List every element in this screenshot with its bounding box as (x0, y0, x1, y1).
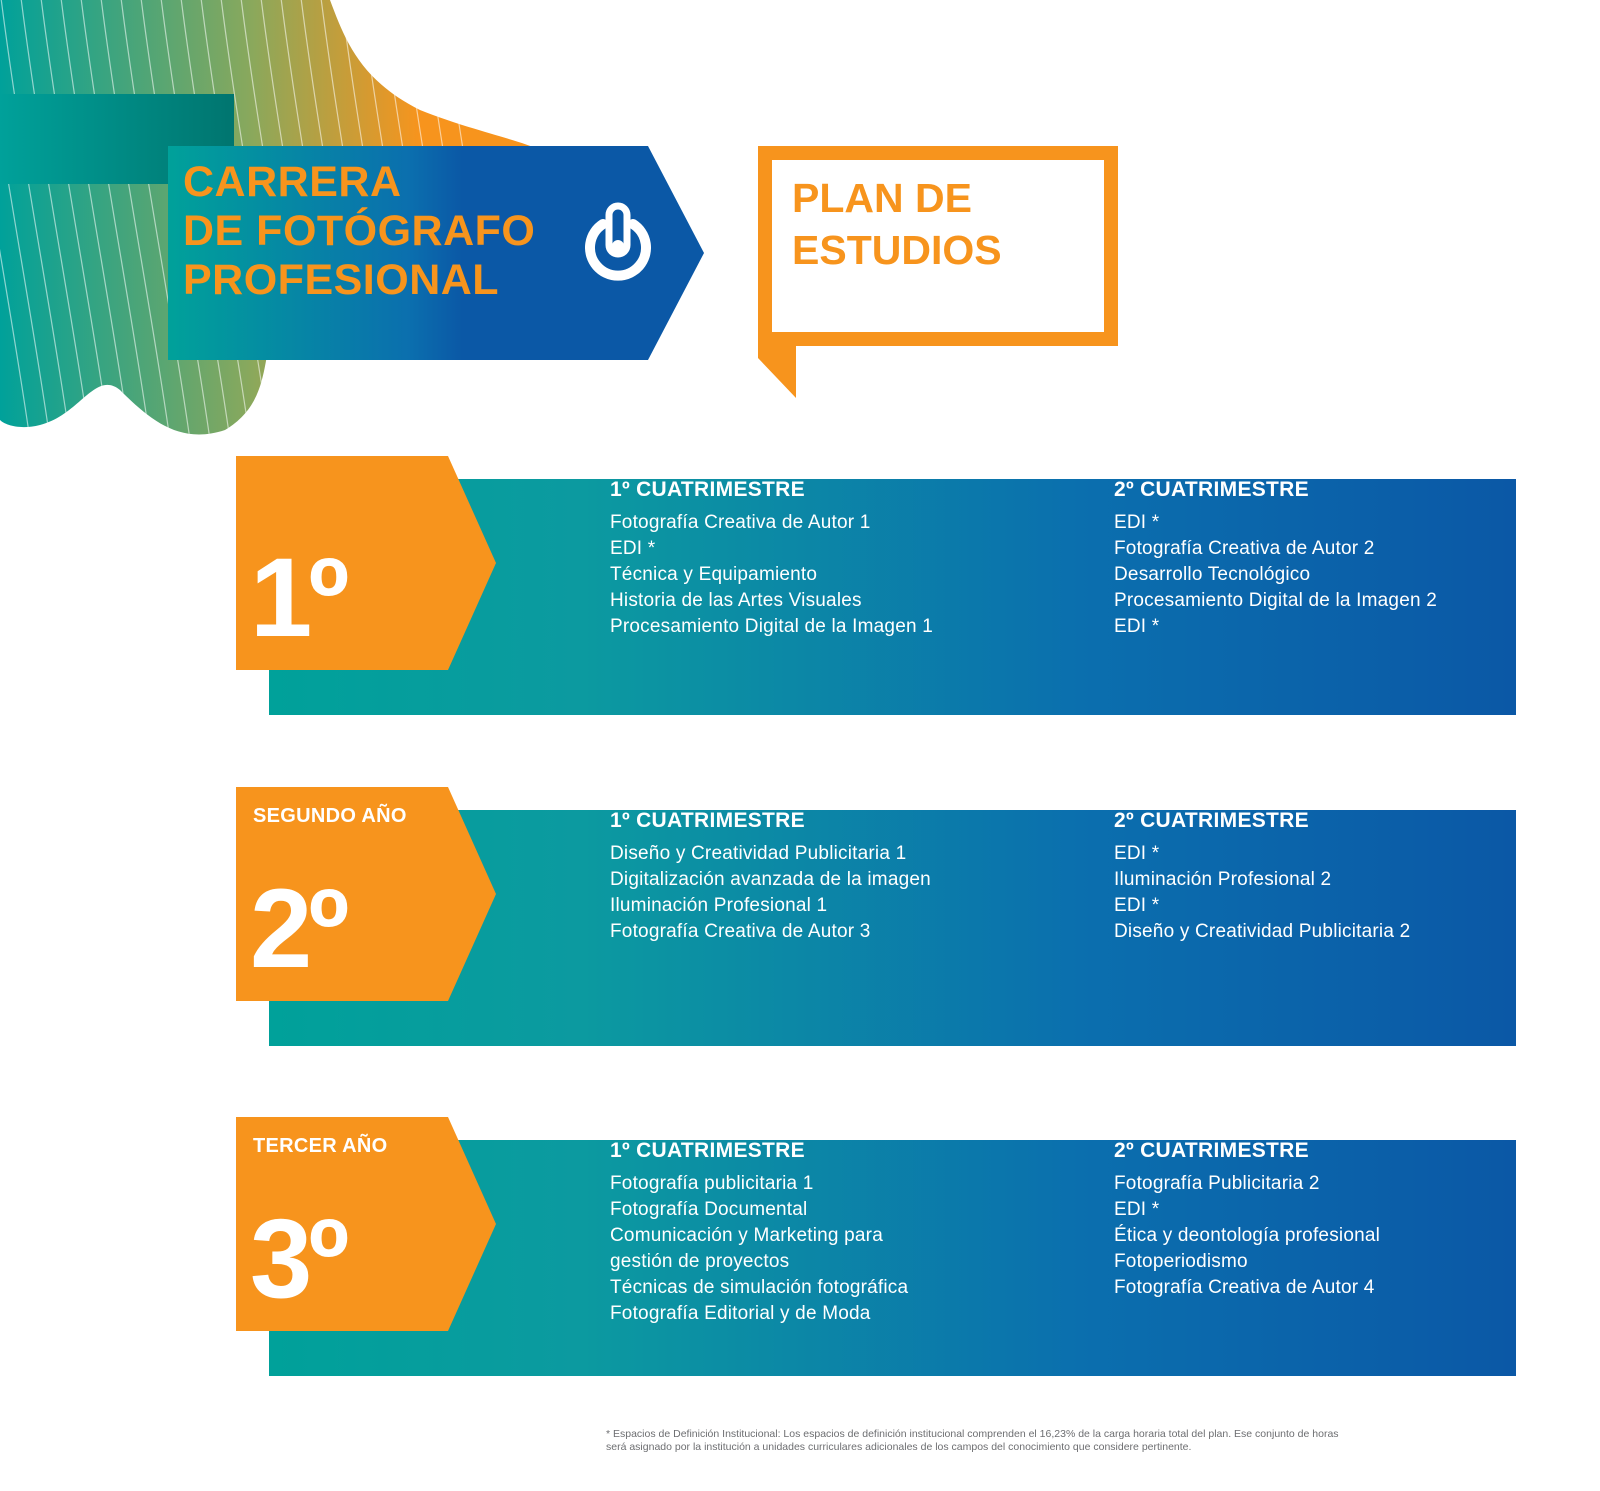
subject-item: Fotografía Documental (610, 1199, 808, 1220)
subject-item: Fotografía Editorial y de Moda (610, 1303, 871, 1324)
subject-item: Iluminación Profesional 1 (610, 895, 828, 916)
year-3-label: TERCER AÑO (253, 1135, 388, 1157)
plan-title-line-1: PLAN DE (792, 175, 972, 221)
subject-item: EDI * (1114, 512, 1160, 533)
footnote-line-1: * Espacios de Definición Institucional: Los espacios de definición institucional comprenden el 16,23% de la carga horaria total del plan. Ese conjunto de horas (606, 1428, 1339, 1440)
semester-title: 1º CUATRIMESTRE (610, 809, 805, 832)
year-2-label: SEGUNDO AÑO (253, 805, 407, 827)
year-1-semester-1 (610, 476, 1080, 640)
footnote-line-2: será asignado por la institución a unidades curriculares adicionales de los campos del conocimiento que considere pertinente. (606, 1441, 1192, 1453)
subject-item: EDI * (1114, 616, 1160, 637)
subject-list (610, 841, 1080, 945)
footnote (606, 1428, 1426, 1454)
career-title-line-2: DE FOTÓGRAFO (183, 207, 536, 255)
year-1-block (236, 456, 1516, 716)
year-1-semester-2 (1114, 476, 1514, 640)
year-1-number: 1º (250, 535, 346, 660)
subject-list (610, 510, 1080, 640)
subject-item: Fotografía Creativa de Autor 2 (1114, 538, 1375, 559)
subject-item: Digitalización avanzada de la imagen (610, 869, 931, 890)
subject-item: Comunicación y Marketing para (610, 1225, 883, 1246)
subject-item: Fotografía Creativa de Autor 4 (1114, 1277, 1375, 1298)
subject-list (1114, 841, 1514, 945)
semester-title: 2º CUATRIMESTRE (1114, 809, 1309, 832)
year-3-semester-1 (610, 1137, 1080, 1327)
year-3-number: 3º (250, 1196, 346, 1321)
subject-item: Diseño y Creatividad Publicitaria 1 (610, 843, 907, 864)
subject-item: Procesamiento Digital de la Imagen 2 (1114, 590, 1437, 611)
subject-item: Fotografía Publicitaria 2 (1114, 1173, 1320, 1194)
year-3-semester-2 (1114, 1137, 1514, 1301)
subject-item: Procesamiento Digital de la Imagen 1 (610, 616, 933, 637)
subject-item: Historia de las Artes Visuales (610, 590, 862, 611)
semester-title: 1º CUATRIMESTRE (610, 478, 805, 501)
subject-item: EDI * (610, 538, 656, 559)
subject-item: Diseño y Creatividad Publicitaria 2 (1114, 921, 1411, 942)
semester-title: 1º CUATRIMESTRE (610, 1139, 805, 1162)
subject-item: gestión de proyectos (610, 1251, 790, 1272)
subject-item: EDI * (1114, 843, 1160, 864)
semester-title: 2º CUATRIMESTRE (1114, 478, 1309, 501)
year-2-block (236, 787, 1516, 1047)
institution-logo-icon (585, 202, 651, 290)
year-2-semester-1 (610, 807, 1080, 945)
career-title-line-3: PROFESIONAL (183, 256, 500, 304)
year-2-number: 2º (250, 866, 346, 991)
subject-item: Técnicas de simulación fotográfica (610, 1277, 909, 1298)
subject-list (610, 1171, 1080, 1327)
subject-list (1114, 1171, 1514, 1301)
subject-item: Ética y deontología profesional (1114, 1225, 1381, 1246)
year-3-block (236, 1117, 1516, 1377)
subject-item: Fotografía Creativa de Autor 3 (610, 921, 871, 942)
career-title-line-1: CARRERA (183, 158, 402, 206)
year-2-semester-2 (1114, 807, 1514, 945)
subject-item: Fotografía publicitaria 1 (610, 1173, 814, 1194)
plan-title (792, 172, 1002, 276)
plan-title-line-2: ESTUDIOS (792, 227, 1002, 273)
subject-item: EDI * (1114, 895, 1160, 916)
semester-title: 2º CUATRIMESTRE (1114, 1139, 1309, 1162)
subject-item: EDI * (1114, 1199, 1160, 1220)
subject-item: Fotoperiodismo (1114, 1251, 1248, 1272)
subject-list (1114, 510, 1514, 640)
subject-item: Técnica y Equipamiento (610, 564, 818, 585)
subject-item: Iluminación Profesional 2 (1114, 869, 1332, 890)
subject-item: Fotografía Creativa de Autor 1 (610, 512, 871, 533)
career-title (183, 158, 535, 305)
subject-item: Desarrollo Tecnológico (1114, 564, 1311, 585)
